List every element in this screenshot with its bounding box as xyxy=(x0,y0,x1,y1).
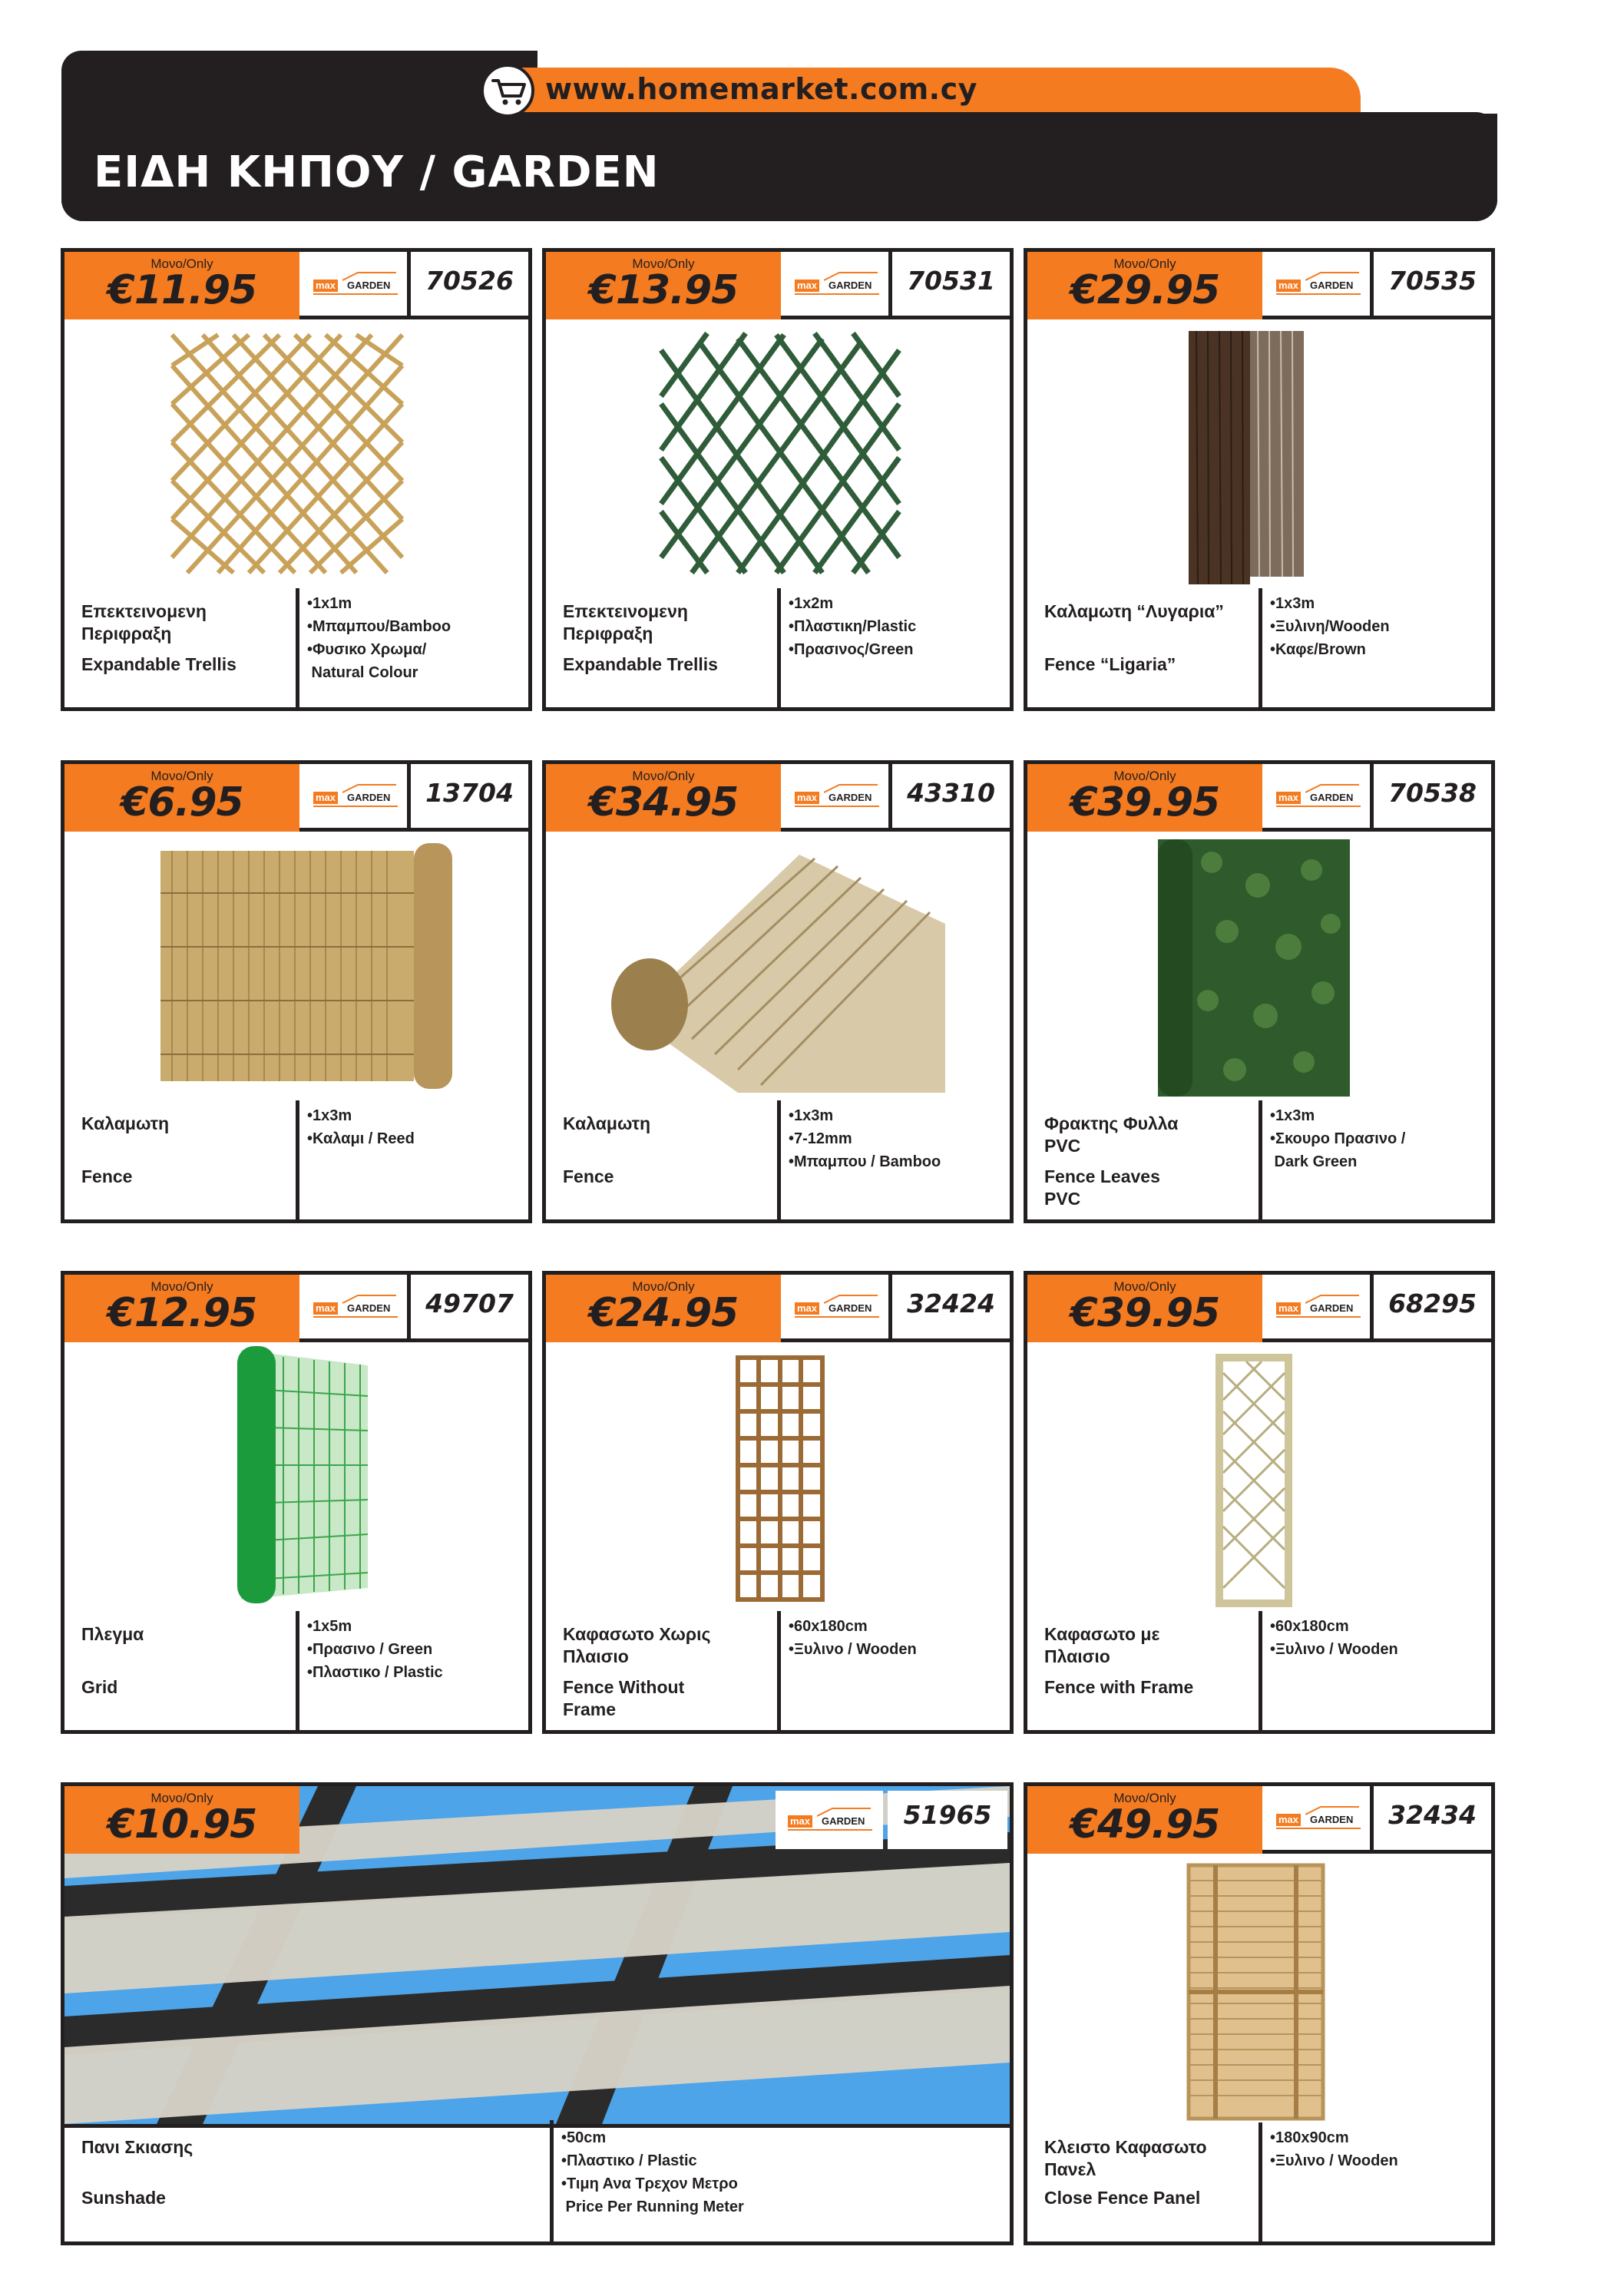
product-name-gr: Κλειστο Καφασωτο Πανελ xyxy=(1044,2137,1207,2179)
only-label: Μονο/Only xyxy=(150,1791,213,1805)
logo-max: max xyxy=(1276,280,1301,292)
maxgarden-logo xyxy=(786,1809,872,1832)
spec-item: •Ξυλινο / Wooden xyxy=(1270,2152,1398,2169)
spec-item: •180x90cm xyxy=(1270,2129,1349,2146)
product-name-en: Expandable Trellis xyxy=(81,654,236,674)
price: €29.95 xyxy=(1070,267,1220,313)
spec-item: •Μπαμπου/Bamboo xyxy=(307,618,451,635)
product-card-49707 xyxy=(61,1271,532,1734)
spec-item: •Ξυλινη/Wooden xyxy=(1270,618,1390,635)
spec-item: •1x3m xyxy=(1270,1107,1315,1124)
spec-item: Price Per Running Meter xyxy=(561,2198,744,2215)
product-image xyxy=(1027,1342,1491,1619)
cart-icon xyxy=(481,64,534,117)
price: €11.95 xyxy=(107,267,257,313)
maxgarden-logo xyxy=(1275,273,1361,296)
product-name-gr: Πανι Σκιασης xyxy=(81,2137,193,2157)
spec-item: •1x5m xyxy=(307,1618,352,1635)
product-image xyxy=(64,319,528,596)
product-code: 43310 xyxy=(907,778,995,808)
spec-item: •Πρασινος/Green xyxy=(789,641,914,658)
product-name-en: Fence “Ligaria” xyxy=(1044,654,1176,674)
product-image xyxy=(546,1342,1010,1619)
product-name-gr: Καλαμωτη xyxy=(81,1113,170,1133)
product-code: 32424 xyxy=(907,1289,995,1318)
product-name-en: Fence xyxy=(563,1166,614,1186)
spec-item: •Πρασινο / Green xyxy=(307,1641,433,1658)
logo-max: max xyxy=(313,1302,338,1315)
maxgarden-logo xyxy=(1275,1808,1361,1831)
price-box xyxy=(64,252,299,319)
only-label: Μονο/Only xyxy=(632,256,695,271)
maxgarden-logo xyxy=(1275,786,1361,809)
spec-item: •50cm xyxy=(561,2129,607,2146)
spec-item: •Πλαστικο / Plastic xyxy=(561,2152,697,2169)
product-card-43310 xyxy=(542,760,1014,1223)
site-url[interactable]: www.homemarket.com.cy xyxy=(545,72,977,106)
logo-max: max xyxy=(795,280,819,292)
product-card-51965 xyxy=(61,1782,1014,2245)
maxgarden-logo xyxy=(793,1296,879,1319)
spec-item: •Ξυλινο / Wooden xyxy=(1270,1641,1398,1658)
spec-item: •1x2m xyxy=(789,595,834,612)
page-title: ΕΙΔΗ ΚΗΠΟΥ / GARDEN xyxy=(94,147,660,197)
product-card-68295 xyxy=(1024,1271,1495,1734)
logo-max: max xyxy=(1276,792,1301,804)
only-label: Μονο/Only xyxy=(150,256,213,271)
product-code: 68295 xyxy=(1388,1289,1477,1318)
product-name-gr: Καφασωτο Χωρις Πλαισιο xyxy=(563,1624,711,1666)
maxgarden-logo xyxy=(312,786,398,809)
price: €12.95 xyxy=(107,1290,257,1336)
maxgarden-logo xyxy=(1275,1296,1361,1319)
spec-item: •Μπαμπου / Bamboo xyxy=(789,1153,941,1170)
only-label: Μονο/Only xyxy=(1113,1279,1176,1294)
only-label: Μονο/Only xyxy=(1113,769,1176,783)
only-label: Μονο/Only xyxy=(150,769,213,783)
logo-garden: GARDEN xyxy=(829,280,872,291)
product-name-en: Sunshade xyxy=(81,2188,166,2208)
logo-garden: GARDEN xyxy=(822,1815,865,1827)
product-name-gr: Καφασωτο με Πλαισιο xyxy=(1044,1624,1160,1666)
spec-item: •Φυσικο Χρωμα/ xyxy=(307,641,427,658)
price: €39.95 xyxy=(1070,1290,1220,1336)
product-image xyxy=(546,832,1010,1108)
logo-max: max xyxy=(788,1815,812,1828)
product-card-70538 xyxy=(1024,760,1495,1223)
spec-item: •60x180cm xyxy=(789,1618,868,1635)
spec-item: •60x180cm xyxy=(1270,1618,1349,1635)
only-label: Μονο/Only xyxy=(1113,256,1176,271)
only-label: Μονο/Only xyxy=(632,769,695,783)
product-code: 70535 xyxy=(1388,266,1477,296)
logo-garden: GARDEN xyxy=(829,792,872,803)
maxgarden-logo xyxy=(793,273,879,296)
logo-garden: GARDEN xyxy=(1310,1302,1354,1314)
spec-item: •Καλαμι / Reed xyxy=(307,1130,415,1147)
maxgarden-logo xyxy=(312,273,398,296)
spec-item: •1x3m xyxy=(1270,595,1315,612)
product-name-gr: Επεκτεινομενη Περιφραξη xyxy=(81,601,207,643)
product-code: 49707 xyxy=(425,1289,514,1318)
product-card-32434 xyxy=(1024,1782,1495,2245)
product-image xyxy=(64,832,528,1108)
logo-garden: GARDEN xyxy=(347,280,391,291)
maxgarden-logo xyxy=(793,786,879,809)
logo-max: max xyxy=(1276,1814,1301,1826)
spec-item: •Σκουρο Πρασινο / xyxy=(1270,1130,1406,1147)
product-image xyxy=(546,319,1010,596)
logo-max: max xyxy=(1276,1302,1301,1315)
logo-max: max xyxy=(313,280,338,292)
spec-item: •7-12mm xyxy=(789,1130,852,1147)
product-card-70531 xyxy=(542,248,1014,711)
logo-garden: GARDEN xyxy=(1310,1814,1354,1825)
price: €13.95 xyxy=(588,267,739,313)
logo-max: max xyxy=(795,792,819,804)
product-image xyxy=(1027,832,1491,1108)
spec-item: Dark Green xyxy=(1270,1153,1358,1170)
product-name-gr: Επεκτεινομενη Περιφραξη xyxy=(563,601,688,643)
only-label: Μονο/Only xyxy=(150,1279,213,1294)
price: €49.95 xyxy=(1070,1801,1220,1848)
product-name-en: Close Fence Panel xyxy=(1044,2188,1201,2208)
product-card-70526 xyxy=(61,248,532,711)
logo-max: max xyxy=(313,792,338,804)
only-label: Μονο/Only xyxy=(632,1279,695,1294)
spec-item: •1x1m xyxy=(307,595,352,612)
product-code: 70531 xyxy=(907,266,995,296)
price: €6.95 xyxy=(121,779,243,825)
spec-item: •1x3m xyxy=(307,1107,352,1124)
product-card-70535 xyxy=(1024,248,1495,711)
product-image xyxy=(1027,319,1491,596)
price: €39.95 xyxy=(1070,779,1220,825)
product-name-en: Expandable Trellis xyxy=(563,654,718,674)
product-card-13704 xyxy=(61,760,532,1223)
spec-item: •Τιμη Ανα Τρεχον Μετρο xyxy=(561,2175,738,2192)
logo-garden: GARDEN xyxy=(347,792,391,803)
price: €10.95 xyxy=(107,1801,257,1848)
product-name-gr: Πλεγμα xyxy=(81,1624,144,1644)
spec-item: •Ξυλινο / Wooden xyxy=(789,1641,917,1658)
product-code: 70538 xyxy=(1388,778,1477,808)
product-code: 13704 xyxy=(425,778,514,808)
logo-garden: GARDEN xyxy=(347,1302,391,1314)
product-name-en: Fence Without Frame xyxy=(563,1677,685,1719)
price: €24.95 xyxy=(588,1290,739,1336)
maxgarden-logo xyxy=(312,1296,398,1319)
logo-max: max xyxy=(795,1302,819,1315)
logo-garden: GARDEN xyxy=(1310,280,1354,291)
logo-garden: GARDEN xyxy=(829,1302,872,1314)
spec-item: Natural Colour xyxy=(307,664,418,681)
product-name-gr: Καλαμωτη “Λυγαρια” xyxy=(1044,601,1224,621)
product-code: 70526 xyxy=(425,266,514,296)
spec-item: •Πλαστικο / Plastic xyxy=(307,1664,443,1681)
product-name-en: Fence xyxy=(81,1166,133,1186)
spec-item: •Πλαστικη/Plastic xyxy=(789,618,917,635)
logo-garden: GARDEN xyxy=(1310,792,1354,803)
spec-item: •Καφε/Brown xyxy=(1270,641,1366,658)
product-image xyxy=(1027,1854,1491,2130)
product-name-en: Fence Leaves PVC xyxy=(1044,1166,1160,1209)
price: €34.95 xyxy=(588,779,739,825)
product-code: 32434 xyxy=(1388,1800,1477,1830)
spec-item: •1x3m xyxy=(789,1107,834,1124)
only-label: Μονο/Only xyxy=(1113,1791,1176,1805)
product-name-en: Fence with Frame xyxy=(1044,1677,1194,1697)
product-name-gr: Φρακτης Φυλλα PVC xyxy=(1044,1113,1179,1156)
product-image xyxy=(64,1342,528,1619)
product-card-32424 xyxy=(542,1271,1014,1734)
product-name-en: Grid xyxy=(81,1677,118,1697)
product-code: 51965 xyxy=(903,1800,992,1830)
product-name-gr: Καλαμωτη xyxy=(563,1113,651,1133)
